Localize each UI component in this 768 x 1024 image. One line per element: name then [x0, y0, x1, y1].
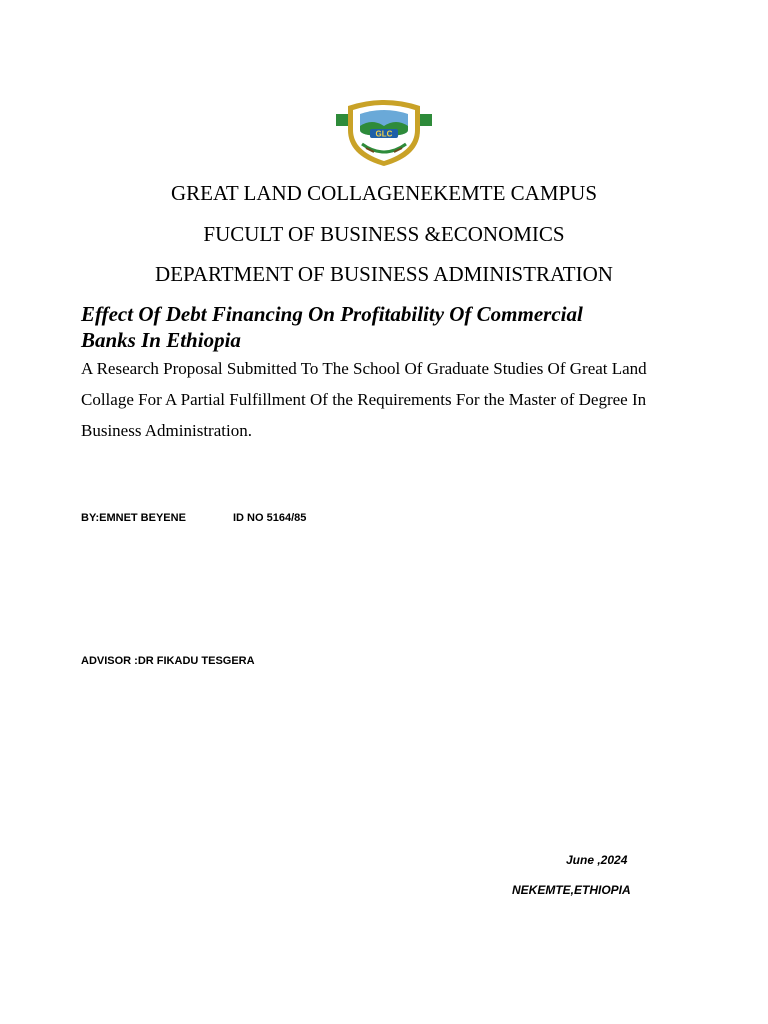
submission-statement	[81, 353, 701, 446]
submission-place: NEKEMTE,ETHIOPIA	[512, 883, 631, 897]
college-name: GREAT LAND COLLAGENEKEMTE CAMPUS	[170, 181, 598, 205]
author-id: ID NO 5164/85	[233, 512, 307, 524]
proposal-title-line-2: Banks In Ethiopia	[81, 328, 241, 352]
faculty-name: FUCULT OF BUSINESS &ECONOMICS	[203, 222, 565, 246]
advisor-name: ADVISOR :DR FIKADU TESGERA	[81, 655, 255, 667]
department-name: DEPARTMENT OF BUSINESS ADMINISTRATION	[155, 262, 613, 286]
submission-line-2: Collage For A Partial Fulfillment Of the Requirements For the Master of Degree In	[81, 390, 647, 409]
author-name: BY:EMNET BEYENE	[81, 512, 186, 524]
proposal-title-line-1: Effect Of Debt Financing On Profitability Of Commercial	[81, 302, 583, 326]
proposal-title	[81, 301, 681, 353]
college-seal-icon	[336, 100, 432, 168]
submission-date: June ,2024	[566, 853, 628, 867]
submission-line-1: A Research Proposal Submitted To The School Of Graduate Studies Of Great Land	[81, 359, 647, 378]
submission-line-3: Business Administration.	[81, 421, 252, 440]
seal-text: GLC	[375, 129, 393, 139]
